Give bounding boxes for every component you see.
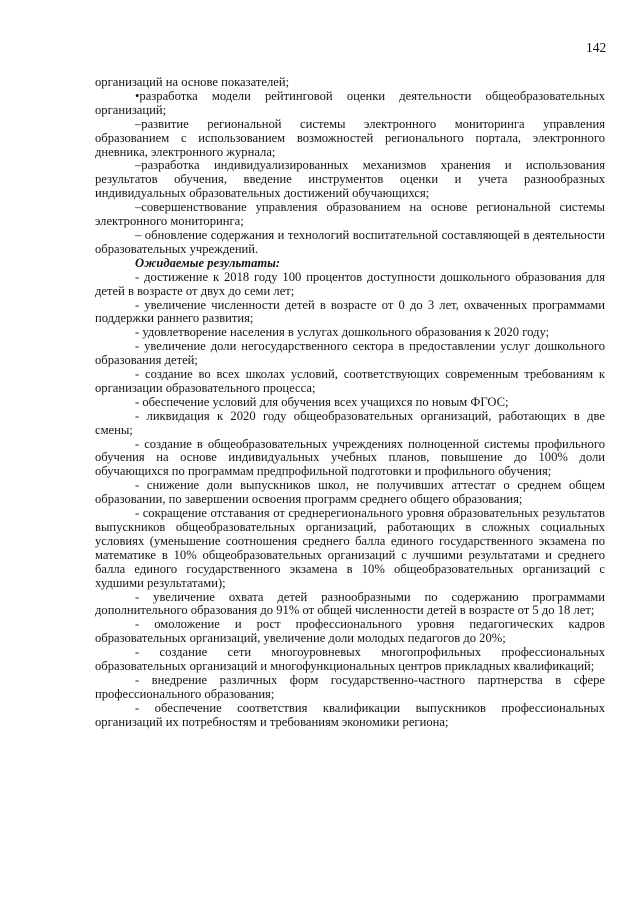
page-number: 142: [586, 40, 607, 55]
result-item: - сокращение отставания от среднерегионального уровня образовательных результатов выпускников общеобразовательных организаций, работающих в сложных социальных условиях (уменьшение соотношения среднего балла единого государственного экзамена по математике в 10% общеобразовательных организаций с лучшими результатами и среднего балла единого государственного экзамена в 10% общеобразовательных организаций с худшими результатами);: [95, 506, 605, 590]
paragraph: •разработка модели рейтинговой оценки деятельности общеобразовательных организаций;: [95, 88, 605, 117]
result-item: - достижение к 2018 году 100 процентов доступности дошкольного образования для детей в возрасте от двух до семи лет;: [95, 269, 605, 298]
result-item: - увеличение доли негосударственного сектора в предоставлении услуг дошкольного образования детей;: [95, 339, 605, 368]
body-text: [95, 76, 605, 730]
result-item: - обеспечение условий для обучения всех учащихся по новым ФГОС;: [135, 394, 509, 409]
result-item: - создание во всех школах условий, соответствующих современным требованиям к организации образовательного процесса;: [95, 367, 605, 395]
paragraph: – обновление содержания и технологий воспитательной составляющей в деятельности образовательных учреждений.: [95, 227, 605, 256]
paragraph: –разработка индивидуализированных механизмов хранения и использования результатов обучения, введение инструментов оценки и учета разнообразных индивидуальных образовательных достижений обучающихся;: [95, 158, 605, 201]
result-item: - внедрение различных форм государственно-частного партнерства в сфере профессионального образования;: [95, 672, 605, 701]
result-item: - снижение доли выпускников школ, не получивших аттестат о среднем общем образовании, по завершении освоения программ среднего общего образования;: [95, 478, 605, 507]
result-item: - увеличение охвата детей разнообразными по содержанию программами дополнительного образования до 91% от общей численности детей в возрасте от 5 до 18 лет;: [95, 589, 605, 618]
paragraph: –развитие региональной системы электронного мониторинга управления образованием с использованием возможностей регионального портала, электронного дневника, электронного журнала;: [95, 116, 605, 159]
result-item: - создание сети многоуровневых многопрофильных профессиональных образовательных организаций и многофункциональных центров прикладных квалификаций;: [95, 645, 605, 674]
result-item: - удовлетворение населения в услугах дошкольного образования к 2020 году;: [135, 325, 550, 340]
paragraph: организаций на основе показателей;: [95, 75, 290, 89]
paragraph: –совершенствование управления образованием на основе региональной системы электронного мониторинга;: [95, 200, 605, 229]
result-item: - создание в общеобразовательных учреждениях полноценной системы профильного обучения на основе индивидуальных учебных планов, повышение до 100% доли обучающихся по программам предпрофильной подготовки и профильного обучения;: [95, 436, 605, 479]
results-heading: Ожидаемые результаты:: [135, 255, 281, 270]
result-item: - ликвидация к 2020 году общеобразовательных организаций, работающих в две смены;: [95, 408, 605, 437]
result-item: - обеспечение соответствия квалификации выпускников профессиональных организаций их потребностям и требованиям экономики региона;: [95, 700, 605, 729]
result-item: - увеличение численности детей в возрасте от 0 до 3 лет, охваченных программами поддержки раннего развития;: [95, 297, 605, 326]
result-item: - омоложение и рост профессионального уровня педагогических кадров образовательных организаций, увеличение доли молодых педагогов до 20%;: [95, 617, 605, 646]
